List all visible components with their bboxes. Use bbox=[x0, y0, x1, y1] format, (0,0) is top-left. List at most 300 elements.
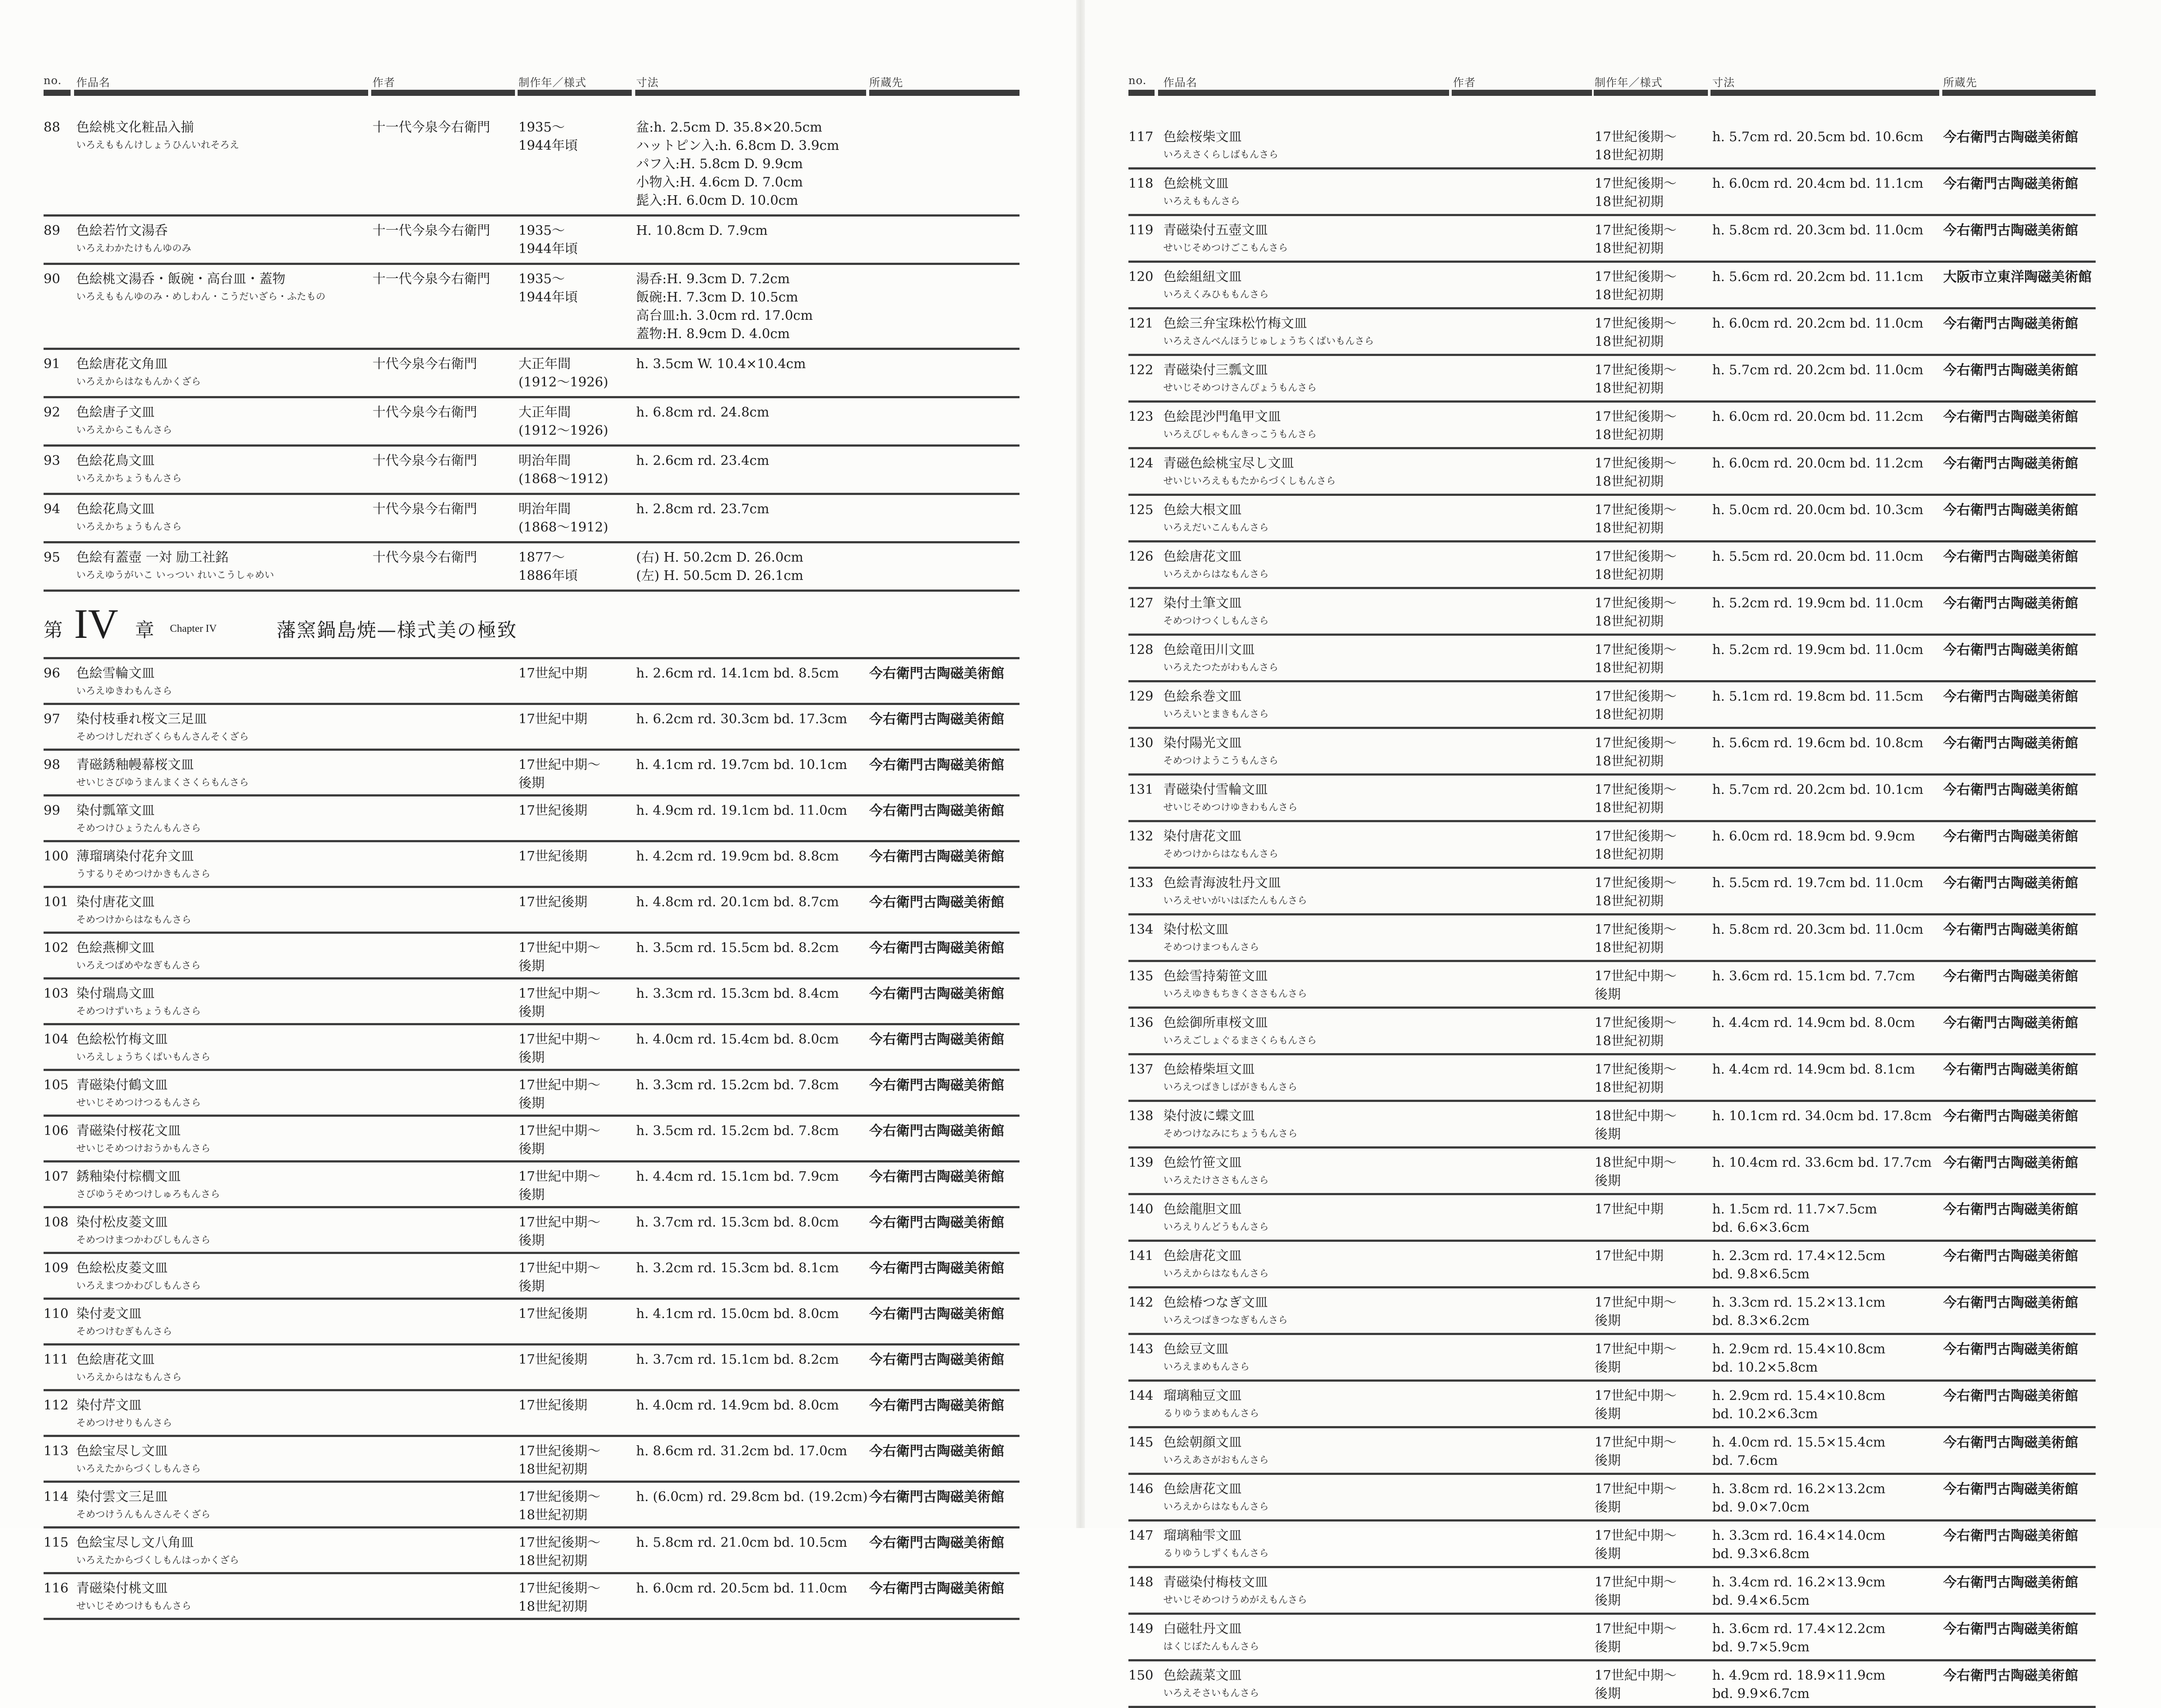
dimension-line: h. 5.8cm rd. 21.0cm bd. 10.5cm bbox=[636, 1535, 847, 1550]
item-date: 17世紀中期 bbox=[1595, 1202, 1664, 1217]
item-number: 100 bbox=[44, 849, 69, 864]
table-row bbox=[1128, 496, 2096, 542]
item-title-cell bbox=[76, 847, 210, 883]
item-dimensions bbox=[1712, 1247, 1886, 1284]
item-dimensions bbox=[636, 549, 803, 585]
item-number: 131 bbox=[1128, 782, 1154, 797]
table-row bbox=[1128, 403, 2096, 449]
item-number: 113 bbox=[44, 1444, 69, 1459]
dimension-line: bd. 7.6cm bbox=[1712, 1453, 1778, 1468]
table-row bbox=[1128, 589, 2096, 636]
chapter-prefix: 第 bbox=[44, 619, 63, 641]
item-collection: 今右衛門古陶磁美術館 bbox=[869, 1535, 1004, 1551]
item-title: 色絵豆文皿 bbox=[1163, 1342, 1229, 1357]
item-reading: そめつけからはなもんさら bbox=[76, 915, 192, 925]
item-dimensions bbox=[1712, 361, 1924, 380]
item-title-cell bbox=[76, 1168, 220, 1203]
item-date: 18世紀中期〜 後期 bbox=[1595, 1108, 1677, 1142]
item-date: 17世紀中期〜 後期 bbox=[518, 1169, 601, 1203]
item-title-cell bbox=[1163, 1620, 1259, 1656]
item-title: 色絵椿つなぎ文皿 bbox=[1163, 1295, 1268, 1310]
item-date: 17世紀中期〜 後期 bbox=[1595, 1621, 1677, 1655]
item-reading: いろえだいこんもんさら bbox=[1163, 522, 1269, 533]
item-title: 色絵有蓋壺 一対 励工社銘 bbox=[76, 550, 229, 565]
item-title: 色絵雪持菊笹文皿 bbox=[1163, 969, 1268, 984]
table-row bbox=[1128, 449, 2096, 496]
item-reading: いろえさくらしばもんさら bbox=[1163, 149, 1279, 160]
item-number: 103 bbox=[44, 986, 69, 1001]
item-date: 17世紀後期〜 18世紀初期 bbox=[518, 1535, 601, 1569]
item-title-cell bbox=[76, 802, 201, 837]
item-title-cell bbox=[1163, 548, 1269, 583]
header-collection: 所蔵先 bbox=[869, 76, 904, 89]
item-dimensions bbox=[636, 847, 839, 866]
item-date: 17世紀後期〜 18世紀初期 bbox=[1595, 875, 1677, 909]
item-reading: いろえからこもんさら bbox=[76, 425, 173, 436]
item-title: 白磁牡丹文皿 bbox=[1163, 1621, 1242, 1637]
item-reading: いろえせいがいはぼたんもんさら bbox=[1163, 895, 1307, 906]
header-bar bbox=[44, 90, 71, 96]
item-number: 119 bbox=[1128, 223, 1154, 238]
item-dimensions bbox=[1712, 1573, 1886, 1610]
item-collection: 今右衛門古陶磁美術館 bbox=[869, 757, 1004, 773]
table-row bbox=[44, 751, 1020, 796]
dimension-line: bd. 10.2×5.8cm bbox=[1712, 1360, 1818, 1375]
item-reading: いろえももんゆのみ・めしわん・こうだいざら・ふたもの bbox=[76, 291, 326, 302]
item-reading: そめつけしだれざくらもんさんそくざら bbox=[76, 732, 249, 742]
item-title-cell bbox=[76, 1030, 210, 1066]
item-title: 色絵唐花文皿 bbox=[1163, 1248, 1242, 1264]
table-row bbox=[44, 979, 1020, 1025]
item-title-cell bbox=[1163, 688, 1269, 723]
item-dimensions bbox=[1712, 967, 1915, 986]
dimension-line: h. 3.3cm rd. 15.2cm bd. 7.8cm bbox=[636, 1078, 839, 1093]
table-row bbox=[1128, 1009, 2096, 1055]
dimension-line: h. 6.0cm rd. 20.0cm bd. 11.2cm bbox=[1712, 456, 1924, 471]
item-reading: いろえからはなもんさら bbox=[1163, 1501, 1269, 1512]
item-dimensions bbox=[636, 1213, 839, 1232]
table-row bbox=[44, 1208, 1020, 1254]
item-collection: 今右衛門古陶磁美術館 bbox=[1943, 922, 2078, 938]
dimension-line: h. 3.2cm rd. 15.3cm bd. 8.1cm bbox=[636, 1261, 839, 1276]
item-title: 色絵若竹文湯呑 bbox=[76, 223, 168, 238]
item-collection: 今右衛門古陶磁美術館 bbox=[1943, 735, 2078, 751]
dimension-line: h. 4.0cm rd. 15.5×15.4cm bbox=[1712, 1435, 1886, 1450]
item-date: 17世紀中期〜 後期 bbox=[1595, 1388, 1677, 1422]
item-collection: 今右衛門古陶磁美術館 bbox=[1943, 829, 2078, 844]
item-date: 17世紀中期〜 後期 bbox=[1595, 1481, 1677, 1515]
item-number: 128 bbox=[1128, 642, 1154, 657]
item-title: 青磁色絵桃宝尽し文皿 bbox=[1163, 456, 1294, 471]
item-dimensions bbox=[636, 893, 839, 912]
item-title-cell bbox=[1163, 1107, 1297, 1143]
table-row bbox=[1128, 1335, 2096, 1382]
item-dimensions bbox=[1712, 408, 1924, 426]
item-collection: 今右衛門古陶磁美術館 bbox=[1943, 1202, 2078, 1217]
item-dimensions bbox=[1712, 594, 1924, 613]
item-number: 111 bbox=[44, 1352, 69, 1367]
item-number: 107 bbox=[44, 1169, 69, 1184]
dimension-line: bd. 9.8×6.5cm bbox=[1712, 1267, 1810, 1282]
item-date: 明治年間 (1868〜1912) bbox=[518, 502, 609, 535]
item-reading: せいじいろえももたからづくしもんさら bbox=[1163, 476, 1336, 487]
item-number: 144 bbox=[1128, 1388, 1154, 1403]
item-title-cell bbox=[1163, 921, 1259, 956]
item-title-cell bbox=[1163, 361, 1317, 397]
header-dimensions: 寸法 bbox=[1712, 76, 1735, 89]
item-date: 明治年間 (1868〜1912) bbox=[518, 453, 609, 487]
item-number: 134 bbox=[1128, 922, 1154, 937]
item-title: 青磁染付五壺文皿 bbox=[1163, 223, 1268, 238]
item-dimensions bbox=[636, 452, 769, 470]
dimension-line: h. 3.7cm rd. 15.1cm bd. 8.2cm bbox=[636, 1352, 839, 1367]
dimension-line: h. 3.6cm rd. 15.1cm bd. 7.7cm bbox=[1712, 969, 1915, 984]
dimension-line: h. 6.0cm rd. 20.4cm bd. 11.1cm bbox=[1712, 176, 1924, 191]
item-reading: いろえたつたがわもんさら bbox=[1163, 662, 1279, 673]
item-dimensions bbox=[636, 802, 847, 820]
item-collection: 今右衛門古陶磁美術館 bbox=[869, 803, 1004, 819]
dimension-line: h. 4.9cm rd. 18.9×11.9cm bbox=[1712, 1668, 1886, 1683]
dimension-line: h. 10.1cm rd. 34.0cm bd. 17.8cm bbox=[1712, 1108, 1932, 1124]
dimension-line: h. 4.9cm rd. 19.1cm bd. 11.0cm bbox=[636, 803, 847, 818]
item-collection: 今右衛門古陶磁美術館 bbox=[869, 1306, 1004, 1322]
dimension-line: h. 4.2cm rd. 19.9cm bd. 8.8cm bbox=[636, 849, 839, 864]
item-title: 染付芹文皿 bbox=[76, 1398, 142, 1413]
item-reading: そめつけなみにちょうもんさら bbox=[1163, 1128, 1298, 1139]
item-date: 17世紀後期〜 18世紀初期 bbox=[1595, 549, 1677, 583]
item-number: 132 bbox=[1128, 829, 1154, 844]
dimension-line: h. 5.6cm rd. 19.6cm bd. 10.8cm bbox=[1712, 735, 1924, 751]
item-reading: そめつけせりもんさら bbox=[76, 1418, 173, 1429]
item-reading: せいじそめつけうめがえもんさら bbox=[1163, 1595, 1307, 1606]
item-title-cell bbox=[1163, 501, 1269, 537]
dimension-line: h. 3.5cm rd. 15.5cm bd. 8.2cm bbox=[636, 940, 839, 956]
dimension-line: h. 3.7cm rd. 15.3cm bd. 8.0cm bbox=[636, 1215, 839, 1230]
item-dimensions bbox=[1712, 1387, 1886, 1423]
item-dimensions bbox=[1712, 1154, 1932, 1172]
item-title-cell bbox=[1163, 1387, 1259, 1423]
item-number: 150 bbox=[1128, 1668, 1154, 1683]
item-date: 1935〜 1944年頃 bbox=[518, 120, 578, 153]
item-dimensions bbox=[1712, 1527, 1886, 1563]
item-collection: 今右衛門古陶磁美術館 bbox=[869, 849, 1004, 864]
item-number: 114 bbox=[44, 1489, 69, 1505]
item-reading: いろえたけささもんさら bbox=[1163, 1175, 1269, 1186]
item-title-cell bbox=[76, 893, 191, 929]
item-title-cell bbox=[1163, 175, 1240, 210]
item-collection: 今右衛門古陶磁美術館 bbox=[1943, 1155, 2078, 1171]
item-date: 17世紀中期〜 後期 bbox=[1595, 1435, 1677, 1468]
item-number: 140 bbox=[1128, 1202, 1154, 1217]
item-dimensions bbox=[636, 939, 839, 957]
header-bar bbox=[371, 90, 515, 96]
item-date: 17世紀後期〜 18世紀初期 bbox=[1595, 1062, 1677, 1095]
header-title: 作品名 bbox=[1163, 76, 1198, 89]
chapter-heading bbox=[44, 592, 1020, 659]
item-title: 色絵花鳥文皿 bbox=[76, 453, 155, 468]
item-title: 青磁染付梅枝文皿 bbox=[1163, 1575, 1268, 1590]
item-number: 89 bbox=[44, 223, 61, 238]
item-date: 17世紀中期 bbox=[1595, 1248, 1664, 1264]
item-collection: 今右衛門古陶磁美術館 bbox=[1943, 409, 2078, 425]
item-dimensions bbox=[1712, 1434, 1886, 1470]
dimension-line: h. 3.3cm rd. 16.4×14.0cm bbox=[1712, 1528, 1886, 1543]
item-artist: 十代今泉今右衛門 bbox=[373, 405, 477, 420]
dimension-line: bd. 6.6×3.6cm bbox=[1712, 1220, 1810, 1235]
item-reading: せいじさびゆうまんまくさくらもんさら bbox=[76, 777, 249, 788]
item-title: 染付土筆文皿 bbox=[1163, 596, 1242, 611]
item-number: 146 bbox=[1128, 1481, 1154, 1497]
item-number: 97 bbox=[44, 712, 61, 727]
item-number: 112 bbox=[44, 1398, 69, 1413]
item-dimensions bbox=[636, 1259, 839, 1278]
item-collection: 今右衛門古陶磁美術館 bbox=[1943, 596, 2078, 611]
item-date: 17世紀後期〜 18世紀初期 bbox=[1595, 316, 1677, 349]
item-reading: いろえつばきしばがきもんさら bbox=[1163, 1082, 1297, 1093]
dimension-line: h. 5.8cm rd. 20.3cm bd. 11.0cm bbox=[1712, 922, 1924, 937]
item-number: 108 bbox=[44, 1215, 69, 1230]
table-row bbox=[1128, 216, 2096, 263]
dimension-line: h. 2.8cm rd. 23.7cm bbox=[636, 502, 769, 517]
item-title-cell bbox=[1163, 1014, 1317, 1050]
dimension-line: bd. 9.3×6.8cm bbox=[1712, 1546, 1810, 1562]
item-date: 17世紀中期〜 後期 bbox=[518, 1032, 601, 1065]
item-date: 17世紀後期〜 18世紀初期 bbox=[1595, 642, 1677, 676]
table-row bbox=[1128, 1615, 2096, 1661]
item-collection: 今右衛門古陶磁美術館 bbox=[869, 1352, 1004, 1368]
item-title-cell bbox=[1163, 1527, 1269, 1562]
item-number: 95 bbox=[44, 550, 61, 565]
item-date: 17世紀中期〜 後期 bbox=[518, 940, 601, 974]
table-row bbox=[44, 1345, 1020, 1391]
item-dimensions bbox=[1712, 548, 1924, 566]
item-title-cell bbox=[1163, 827, 1278, 863]
header-bar bbox=[869, 90, 1020, 96]
item-title-cell bbox=[1163, 408, 1317, 444]
item-number: 120 bbox=[1128, 269, 1154, 285]
item-reading: そめつけからはなもんさら bbox=[1163, 849, 1279, 860]
item-reading: るりゆうまめもんさら bbox=[1163, 1408, 1260, 1419]
table-row bbox=[1128, 822, 2096, 869]
item-title: 色絵蔬菜文皿 bbox=[1163, 1668, 1242, 1683]
item-date: 17世紀後期〜 18世紀初期 bbox=[1595, 223, 1677, 256]
item-date: 18世紀中期〜 後期 bbox=[1595, 1155, 1677, 1189]
item-collection: 今右衛門古陶磁美術館 bbox=[869, 1032, 1004, 1047]
item-title: 色絵桃文化粧品入揃 bbox=[76, 120, 194, 135]
item-date: 17世紀中期〜 後期 bbox=[1595, 1575, 1677, 1608]
item-date: 大正年間 (1912〜1926) bbox=[518, 405, 609, 438]
item-title-cell bbox=[1163, 641, 1278, 677]
dimension-line: 髭入:H. 6.0cm D. 10.0cm bbox=[636, 193, 798, 208]
item-date: 17世紀後期〜 18世紀初期 bbox=[1595, 409, 1677, 443]
row-group-chapter3 bbox=[44, 113, 1020, 592]
item-dimensions bbox=[1712, 1620, 1886, 1657]
item-dimensions bbox=[1712, 454, 1924, 473]
item-title-cell bbox=[76, 452, 182, 488]
catalog-table-right bbox=[1128, 61, 2096, 1708]
item-dimensions bbox=[636, 355, 806, 373]
item-date: 17世紀後期 bbox=[518, 849, 588, 864]
item-date: 17世紀中期 bbox=[518, 712, 588, 727]
item-collection: 今右衛門古陶磁美術館 bbox=[869, 1215, 1004, 1230]
item-title-cell bbox=[76, 1579, 191, 1615]
item-reading: いろえさんべんほうじゅしょうちくばいもんさら bbox=[1163, 336, 1374, 347]
table-row bbox=[1128, 1522, 2096, 1568]
item-collection: 今右衛門古陶磁美術館 bbox=[869, 940, 1004, 956]
item-dimensions bbox=[1712, 1294, 1886, 1330]
item-dimensions bbox=[636, 1305, 839, 1323]
dimension-line: bd. 9.7×5.9cm bbox=[1712, 1640, 1810, 1655]
table-row bbox=[1128, 123, 2096, 169]
item-dimensions bbox=[1712, 501, 1924, 519]
dimension-line: h. 3.3cm rd. 15.3cm bd. 8.4cm bbox=[636, 986, 839, 1001]
item-collection: 今右衛門古陶磁美術館 bbox=[1943, 875, 2078, 891]
item-reading: いろえかちょうもんさら bbox=[76, 473, 182, 484]
item-date: 17世紀中期〜 後期 bbox=[1595, 1342, 1677, 1375]
table-row bbox=[44, 1025, 1020, 1071]
item-collection: 今右衛門古陶磁美術館 bbox=[869, 895, 1004, 910]
item-number: 149 bbox=[1128, 1621, 1154, 1637]
item-title: 色絵雪輪文皿 bbox=[76, 666, 155, 681]
item-number: 145 bbox=[1128, 1435, 1154, 1450]
item-date: 17世紀後期〜 18世紀初期 bbox=[1595, 129, 1677, 163]
item-dimensions bbox=[1712, 1107, 1932, 1125]
item-title-cell bbox=[1163, 1480, 1269, 1516]
header-bar bbox=[635, 90, 866, 96]
table-header bbox=[44, 61, 1020, 97]
dimension-line: (右) H. 50.2cm D. 26.0cm bbox=[636, 550, 803, 565]
item-title-cell bbox=[1163, 1154, 1269, 1190]
table-row bbox=[44, 1437, 1020, 1483]
item-number: 135 bbox=[1128, 969, 1154, 984]
item-dimensions bbox=[636, 1122, 839, 1140]
table-row bbox=[1128, 915, 2096, 962]
item-number: 88 bbox=[44, 120, 61, 135]
item-reading: いろえあさがおもんさら bbox=[1163, 1455, 1269, 1466]
table-row bbox=[44, 350, 1020, 398]
dimension-line: h. 5.8cm rd. 20.3cm bd. 11.0cm bbox=[1712, 223, 1924, 238]
table-row bbox=[1128, 869, 2096, 915]
item-reading: そめつけうんもんさんそくざら bbox=[76, 1509, 211, 1520]
item-date: 17世紀後期〜 18世紀初期 bbox=[1595, 269, 1677, 303]
item-title: 染付瑞鳥文皿 bbox=[76, 986, 155, 1001]
dimension-line: h. 5.2cm rd. 19.9cm bd. 11.0cm bbox=[1712, 642, 1924, 657]
dimension-line: bd. 9.0×7.0cm bbox=[1712, 1500, 1810, 1515]
dimension-line: 蓋物:H. 8.9cm D. 4.0cm bbox=[636, 326, 790, 342]
table-row bbox=[1128, 263, 2096, 309]
item-number: 90 bbox=[44, 271, 61, 287]
dimension-line: h. 3.4cm rd. 16.2×13.9cm bbox=[1712, 1575, 1886, 1590]
item-dimensions bbox=[636, 500, 769, 518]
dimension-line: h. 6.0cm rd. 20.0cm bd. 11.2cm bbox=[1712, 409, 1924, 424]
dimension-line: パフ入:H. 5.8cm D. 9.9cm bbox=[636, 156, 803, 172]
item-dimensions bbox=[1712, 827, 1915, 846]
header-no: no. bbox=[1128, 74, 1147, 87]
header-collection: 所蔵先 bbox=[1943, 76, 1978, 89]
header-bar bbox=[1128, 90, 1155, 96]
dimension-line: h. 6.8cm rd. 24.8cm bbox=[636, 405, 769, 420]
item-reading: いろえゆきもちきくささもんさら bbox=[1163, 989, 1307, 1000]
dimension-line: h. 3.3cm rd. 15.2×13.1cm bbox=[1712, 1295, 1886, 1310]
item-collection: 今右衛門古陶磁美術館 bbox=[1943, 642, 2078, 658]
item-date: 1877〜 1886年頃 bbox=[518, 550, 578, 583]
item-title: 色絵桜柴文皿 bbox=[1163, 129, 1242, 145]
item-title: 青磁染付三瓢文皿 bbox=[1163, 363, 1268, 378]
item-dimensions bbox=[636, 1534, 847, 1552]
table-row bbox=[1128, 962, 2096, 1009]
dimension-line: h. 3.5cm W. 10.4×10.4cm bbox=[636, 356, 806, 372]
chapter-title: 藩窯鍋島焼—様式美の極致 bbox=[277, 619, 517, 641]
dimension-line: h. 4.4cm rd. 14.9cm bd. 8.0cm bbox=[1712, 1015, 1915, 1030]
item-number: 143 bbox=[1128, 1342, 1154, 1357]
dimension-line: h. 5.5cm rd. 20.0cm bd. 11.0cm bbox=[1712, 549, 1924, 564]
item-date: 17世紀中期〜 後期 bbox=[518, 1261, 601, 1294]
dimension-line: h. 2.6cm rd. 14.1cm bd. 8.5cm bbox=[636, 666, 839, 681]
item-title-cell bbox=[76, 1122, 210, 1158]
item-reading: いろえゆうがいこ いっつい れいこうしゃめい bbox=[76, 570, 274, 581]
item-date: 17世紀後期〜 18世紀初期 bbox=[1595, 176, 1677, 210]
item-title-cell bbox=[76, 1213, 210, 1249]
item-collection: 今右衛門古陶磁美術館 bbox=[1943, 176, 2078, 192]
item-title-cell bbox=[76, 222, 191, 258]
item-date: 17世紀後期〜 18世紀初期 bbox=[518, 1489, 601, 1523]
item-title-cell bbox=[1163, 128, 1278, 164]
item-date: 17世紀後期 bbox=[518, 803, 588, 818]
dimension-line: h. 4.8cm rd. 20.1cm bd. 8.7cm bbox=[636, 895, 839, 910]
item-collection: 今右衛門古陶磁美術館 bbox=[1943, 689, 2078, 705]
item-collection: 今右衛門古陶磁美術館 bbox=[1943, 549, 2078, 565]
header-dimensions: 寸法 bbox=[636, 76, 659, 89]
item-dimensions bbox=[636, 1351, 839, 1369]
table-row bbox=[44, 1574, 1020, 1620]
item-date: 17世紀後期 bbox=[518, 1352, 588, 1367]
item-number: 117 bbox=[1128, 129, 1154, 145]
item-date: 17世紀後期〜 18世紀初期 bbox=[1595, 1015, 1677, 1049]
dimension-line: h. 8.6cm rd. 31.2cm bd. 17.0cm bbox=[636, 1444, 847, 1459]
item-date: 17世紀中期〜 後期 bbox=[518, 986, 601, 1020]
item-reading: いろえかちょうもんさら bbox=[76, 522, 182, 532]
table-row bbox=[44, 1162, 1020, 1208]
item-title-cell bbox=[76, 1488, 210, 1524]
item-artist: 十一代今泉今右衛門 bbox=[373, 223, 490, 238]
item-collection: 今右衛門古陶磁美術館 bbox=[1943, 1621, 2078, 1637]
item-title-cell bbox=[76, 1351, 182, 1386]
item-reading: いろえしょうちくばいもんさら bbox=[76, 1052, 211, 1063]
item-title: 染付唐花文皿 bbox=[1163, 829, 1242, 844]
book-gutter bbox=[1076, 0, 1085, 1528]
item-number: 147 bbox=[1128, 1528, 1154, 1543]
item-dimensions bbox=[1712, 1061, 1915, 1079]
item-dimensions bbox=[636, 222, 768, 240]
dimension-line: (左) H. 50.5cm D. 26.1cm bbox=[636, 568, 803, 583]
table-row bbox=[44, 1528, 1020, 1574]
item-title: 色絵竹笹文皿 bbox=[1163, 1155, 1242, 1170]
item-reading: せいじそめつけごこもんさら bbox=[1163, 243, 1288, 254]
table-row bbox=[44, 705, 1020, 751]
item-date: 17世紀後期〜 18世紀初期 bbox=[518, 1581, 601, 1614]
item-title: 染付波に蝶文皿 bbox=[1163, 1108, 1255, 1124]
item-title: 色絵松竹梅文皿 bbox=[76, 1032, 168, 1047]
item-title: 色絵大根文皿 bbox=[1163, 502, 1242, 518]
dimension-line: h. 5.7cm rd. 20.2cm bd. 10.1cm bbox=[1712, 782, 1924, 797]
chapter-numeral: IV bbox=[74, 600, 119, 647]
item-title: 色絵御所車桜文皿 bbox=[1163, 1015, 1268, 1030]
dimension-line: bd. 9.9×6.7cm bbox=[1712, 1686, 1810, 1701]
dimension-line: 盆:h. 2.5cm D. 35.8×20.5cm bbox=[636, 120, 823, 135]
item-reading: いろえつばきつなぎもんさら bbox=[1163, 1315, 1288, 1326]
item-title-cell bbox=[76, 1442, 201, 1478]
item-dimensions bbox=[636, 1168, 839, 1186]
